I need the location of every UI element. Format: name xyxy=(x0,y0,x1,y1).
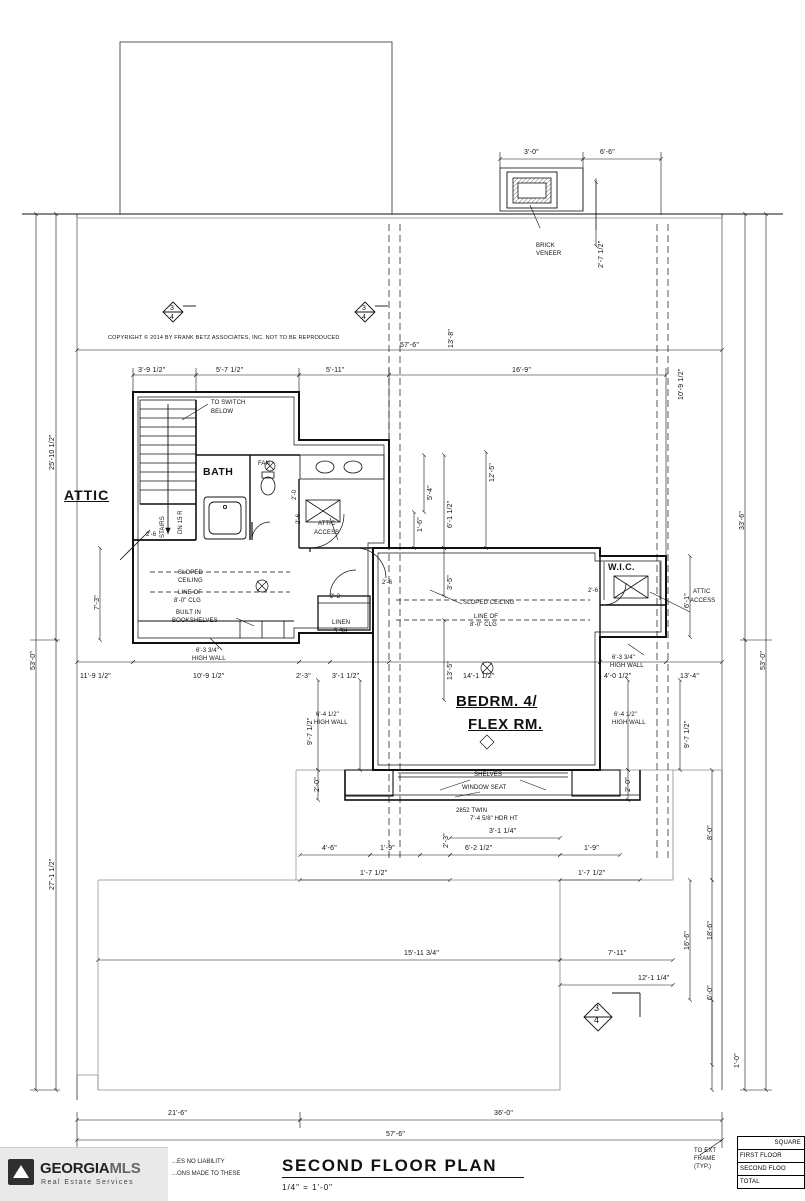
section-mark-bottom-upper: 3 xyxy=(594,1003,600,1013)
dim-chimney-6-6: 6'-6" xyxy=(600,149,615,156)
dim-4-0-1-2: 4'-0 1/2" xyxy=(604,673,632,680)
note-to-ext-2: FRAME xyxy=(694,1156,716,1162)
note-built-in-1: BUILT IN xyxy=(176,610,201,616)
dim-25-10-1-2: 25'-10 1/2" xyxy=(49,434,56,470)
dim-chimney-3-0: 3'-0" xyxy=(524,149,539,156)
note-high-wall-right-2: HIGH WALL xyxy=(612,720,646,726)
note-brick-2: VENEER xyxy=(536,251,562,257)
copyright-note: COPYRIGHT © 2014 BY FRANK BETZ ASSOCIATES, INC. NOT TO BE REPRODUCED xyxy=(108,335,340,341)
dim-13-5: 13'-5" xyxy=(447,660,454,680)
note-line-of-clg-left-2: 8'-0" CLG xyxy=(174,598,201,604)
note-to-ext-3: (TYP.) xyxy=(694,1164,712,1170)
note-stairs: STAIRS xyxy=(160,516,166,538)
note-line-of-clg-left-1: LINE OF xyxy=(178,590,203,596)
section-mark-top-right-lower: 4 xyxy=(362,314,366,321)
dim-1-6: 1'-6" xyxy=(417,517,424,532)
dim-21-6: 21'-6" xyxy=(168,1110,188,1117)
drawing-title: SECOND FLOOR PLAN xyxy=(282,1156,498,1175)
dim-1-0: 1'-0" xyxy=(734,1053,741,1068)
dim-6-1: 6'-1" xyxy=(684,593,691,608)
dim-9-7-1-2-right: 9'-7 1/2" xyxy=(684,720,691,748)
note-sloped-ceiling-center: SLOPED CEILING xyxy=(463,600,515,606)
dim-5-4: 5'-4" xyxy=(427,485,434,500)
dim-57-6-lower: 57'-6" xyxy=(386,1131,406,1138)
door-tag-2-6-c: 2'-6 xyxy=(382,580,393,586)
dim-7-11: 7'-11" xyxy=(608,950,627,957)
note-to-switch-2: BELOW xyxy=(211,409,234,415)
note-window-seat: WINDOW SEAT xyxy=(462,785,507,791)
room-label-bedroom-line1: BEDRM. 4/ xyxy=(456,693,538,710)
note-sloped-ceiling-left-2: CEILING xyxy=(178,578,203,584)
note-attic-access-left-2: ACCESS xyxy=(314,530,340,536)
dim-6-1-1-2: 6'-1 1/2" xyxy=(447,500,454,528)
note-brick-1: BRICK xyxy=(536,243,555,249)
section-mark-top-left-lower: 4 xyxy=(170,314,174,321)
dim-6-0: 6'-0" xyxy=(707,985,714,1000)
logo-wordmark-main: GEORGIA xyxy=(40,1160,110,1177)
dim-18-6: 18'-6" xyxy=(707,920,714,940)
note-to-ext-1: TO EXT xyxy=(694,1148,717,1154)
room-label-bath: BATH xyxy=(203,466,234,478)
dim-15-11-3-4: 15'-11 3/4" xyxy=(404,950,440,957)
note-dn-15r: DN 15 R xyxy=(178,510,184,534)
dim-5-7-1-2: 5'-7 1/2" xyxy=(216,367,244,374)
dim-13-4: 13'-4" xyxy=(680,673,700,680)
drawing-title-underline xyxy=(282,1177,524,1178)
dim-5-11: 5'-11" xyxy=(326,367,345,374)
dim-3-1-1-4: 3'-1 1/4" xyxy=(489,828,517,835)
note-high-wall-left-1: 6'-4 1/2" xyxy=(316,712,339,718)
dim-1-7-1-2-left: 1'-7 1/2" xyxy=(360,870,388,877)
dim-3-5: 3'-5" xyxy=(447,575,454,590)
note-window-tag-1: 2852 TWIN xyxy=(456,808,488,814)
sqft-row-first-floor: FIRST FLOOR xyxy=(738,1150,804,1163)
dim-12-1-1-4: 12'-1 1/4" xyxy=(638,975,670,982)
logo-mark-icon xyxy=(8,1159,34,1185)
door-tag-2-6-a: 2'-6 xyxy=(146,532,157,538)
dim-10-9-1-2: 10'-9 1/2" xyxy=(678,368,685,400)
door-tag-2-0: 2'-0 xyxy=(292,489,298,500)
note-high-wall-right-1: 6'-4 1/2" xyxy=(614,712,637,718)
dim-36-0: 36'-0" xyxy=(494,1110,514,1117)
dim-3-9-1-2: 3'-9 1/2" xyxy=(138,367,166,374)
disclaimer-line-2: ...ONS MADE TO THESE xyxy=(172,1171,241,1177)
dim-7-3: 7'-3" xyxy=(94,595,101,610)
section-mark-top-left-upper: 3 xyxy=(170,305,174,312)
dim-2-3-lower: 2'-3" xyxy=(443,833,450,848)
note-sloped-ceiling-left-1: SLOPED xyxy=(178,570,203,576)
door-tag-2-6-b: 2'-6 xyxy=(296,513,302,524)
dim-11-9-1-2: 11'-9 1/2" xyxy=(80,673,111,680)
dim-1-9-left: 1'-9" xyxy=(380,845,395,852)
disclaimer-line-1: ...ES NO LIABILITY xyxy=(172,1159,225,1165)
dim-14-1-1-2: 14'-1 1/2" xyxy=(463,673,495,680)
dim-57-6-upper: 57'-6" xyxy=(400,342,420,349)
note-line-of-clg-center-2: 8'-0" CLG xyxy=(470,622,497,628)
dim-2-0-left: 2'-0" xyxy=(314,777,321,792)
note-fan: FAN xyxy=(258,461,270,467)
room-label-wic: W.I.C. xyxy=(608,562,635,572)
section-mark-bottom-lower: 4 xyxy=(594,1015,600,1025)
dim-8-0: 8'-0" xyxy=(707,825,714,840)
note-attic-access-left-1: ATTIC xyxy=(318,521,336,527)
sqft-row-total: TOTAL xyxy=(740,1179,760,1185)
note-attic-access-right-2: ACCESS xyxy=(690,598,716,604)
dim-2-3: 2'-3" xyxy=(296,673,311,680)
sqft-header: SQUARE xyxy=(738,1137,804,1150)
sqft-row-second-floor: SECOND FLOO xyxy=(738,1163,804,1176)
dim-10-9-1-2-row: 10'-9 1/2" xyxy=(193,673,225,680)
dim-3-1-1-2: 3'-1 1/2" xyxy=(332,673,360,680)
note-high-wall-bl-1: 6'-3 3/4" xyxy=(196,648,219,654)
note-high-wall-br-1: 6'-3 3/4" xyxy=(612,655,635,661)
note-shelves: SHELVES xyxy=(474,772,502,778)
dim-1-9-right: 1'-9" xyxy=(584,845,599,852)
dim-12-5: 12'-5" xyxy=(489,462,496,482)
dim-33-6: 33'-6" xyxy=(739,510,746,530)
note-high-wall-bl-2: HIGH WALL xyxy=(192,656,226,662)
logo-wordmark xyxy=(40,1160,141,1177)
georgia-mls-logo xyxy=(0,1147,168,1201)
door-tag-2-6-d: 2'-6 xyxy=(588,588,599,594)
note-built-in-2: BOOKSHELVES xyxy=(172,618,218,624)
logo-tagline: Real Estate Services xyxy=(41,1179,134,1186)
section-mark-top-right-upper: 3 xyxy=(362,305,366,312)
dim-9-7-1-2-left: 9'-7 1/2" xyxy=(307,717,314,745)
dim-53-0-left: 53'-0" xyxy=(30,650,37,670)
dim-6-2-1-2: 6'-2 1/2" xyxy=(465,845,493,852)
dim-4-6: 4'-6" xyxy=(322,845,337,852)
dim-16-6: 16'-6" xyxy=(684,930,691,950)
logo-wordmark-accent: MLS xyxy=(109,1160,141,1177)
note-high-wall-br-2: HIGH WALL xyxy=(610,663,644,669)
note-line-of-clg-center-1: LINE OF xyxy=(474,614,499,620)
drawing-scale: 1/4" = 1'-0" xyxy=(282,1183,334,1192)
dim-chimney-2-7-1-2: 2'-7 1/2" xyxy=(598,240,605,268)
note-window-tag-2: 7'-4 5/8" HDR HT xyxy=(470,816,518,822)
dim-16-9: 16'-9" xyxy=(512,367,532,374)
dim-13-8: 13'-8" xyxy=(448,328,455,348)
dim-2-0-right: 2'-0" xyxy=(625,777,632,792)
dim-1-7-1-2-right: 1'-7 1/2" xyxy=(578,870,606,877)
door-tag-2-2: 2'-2 xyxy=(330,594,341,600)
room-label-attic: ATTIC xyxy=(64,487,110,503)
room-label-bedroom-line2: FLEX RM. xyxy=(468,716,543,733)
note-high-wall-left-2: HIGH WALL xyxy=(314,720,348,726)
note-to-switch-1: TO SWITCH xyxy=(211,400,246,406)
dim-53-0-right: 53'-0" xyxy=(760,650,767,670)
square-footage-table xyxy=(737,1136,805,1189)
note-linen-2: 5 SH xyxy=(334,629,348,635)
note-linen-1: LINEN xyxy=(332,620,351,626)
note-attic-access-right-1: ATTIC xyxy=(693,589,711,595)
dim-27-1-1-2: 27'-1 1/2" xyxy=(49,858,56,890)
